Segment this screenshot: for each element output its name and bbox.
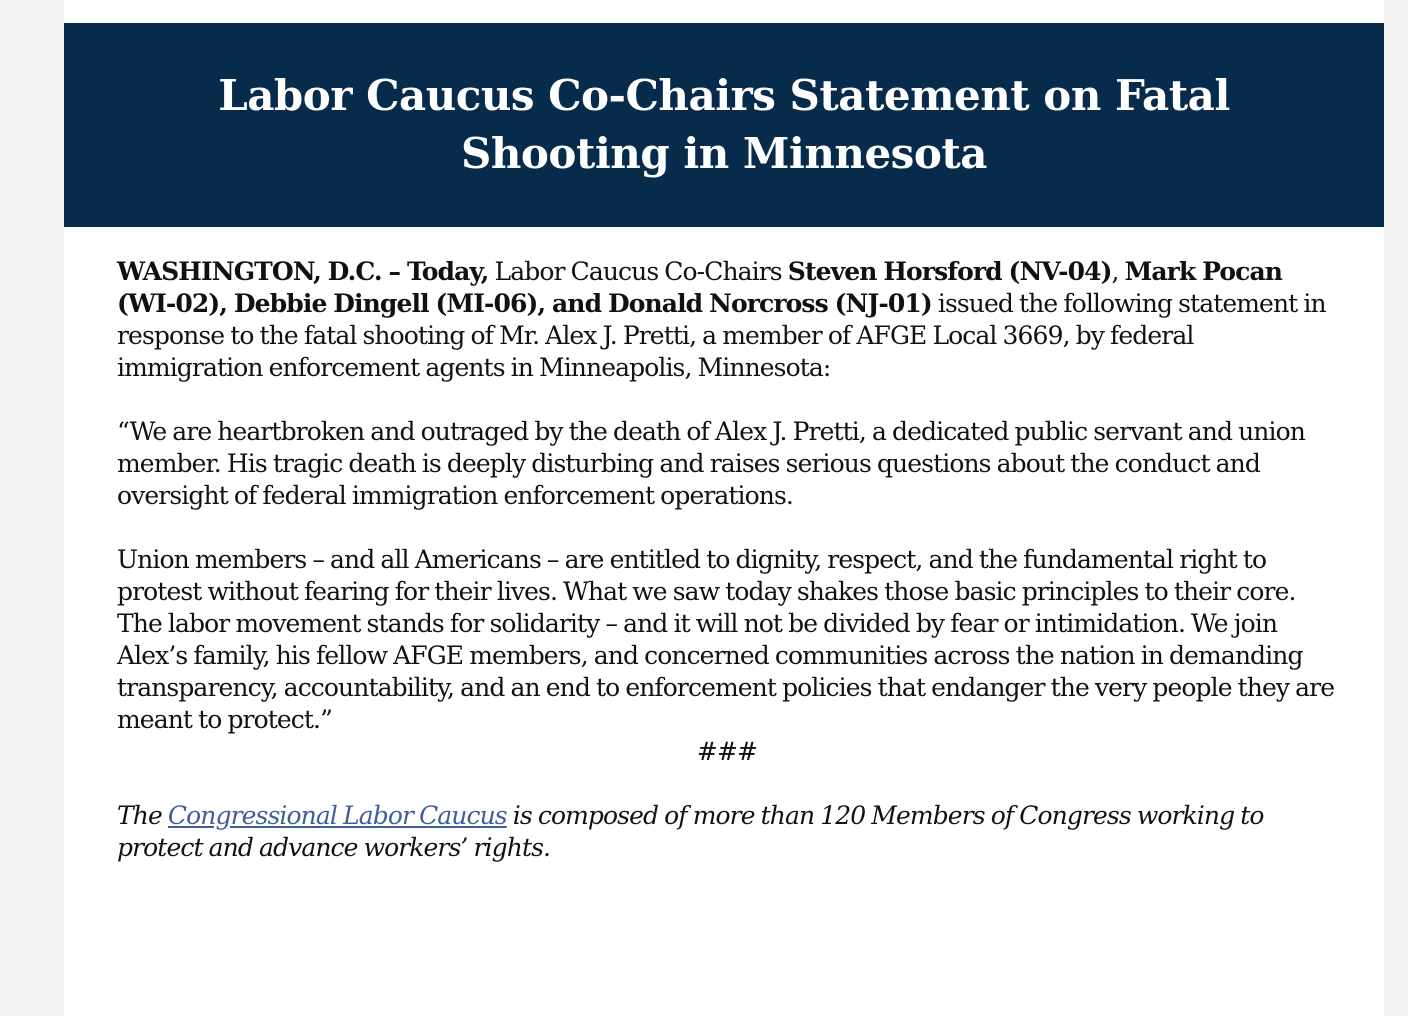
intro-paragraph	[117, 256, 1337, 384]
end-separator: ###	[696, 737, 758, 766]
co-chairs-list: Mark Pocan (WI-02), Debbie Dingell (MI-06), and Donald Norcross (NJ-01)	[117, 257, 1283, 318]
intro-rest: issued the following statement in response to the fatal shooting of Mr. Alex J. Pretti, a member of AFGE Local 3669, by federal immigration enforcement agents in Minneapolis, Minnesota:	[117, 289, 1326, 382]
footer-suffix: is composed of more than 120 Members of Congress working to protect and advance workers’ rights.	[117, 801, 1264, 862]
co-chair-horsford: Steven Horsford (NV-04)	[787, 257, 1112, 286]
title-banner	[64, 23, 1384, 227]
intro-lead: Labor Caucus Co-Chairs	[488, 257, 788, 286]
member-separator: ,	[1111, 257, 1125, 286]
press-release-document	[64, 0, 1384, 1016]
quote-paragraph-2: Union members – and all Americans – are entitled to dignity, respect, and the fundamental right to protest without fearing for their lives. What we saw today shakes those basic principles to their core. The labor movement stands for solidarity – and it will not be divided by fear or intimidation. We join Alex’s family, his fellow AFGE members, and concerned communities across the nation in demanding transparency, accountability, and an end to enforcement policies that endanger the very people they are meant to protect.”	[117, 545, 1335, 734]
footer-prefix: The	[117, 801, 168, 830]
dateline: WASHINGTON, D.C. – Today,	[117, 257, 489, 286]
quote-paragraph-1: “We are heartbroken and outraged by the death of Alex J. Pretti, a dedicated public servant and union member. His tragic death is deeply disturbing and raises serious questions about the conduct and oversight of federal immigration enforcement operations.	[117, 417, 1305, 510]
statement-body	[117, 256, 1337, 864]
congressional-labor-caucus-link[interactable]: Congressional Labor Caucus	[167, 801, 507, 830]
page-title: Labor Caucus Co-Chairs Statement on Fatal Shooting in Minnesota	[218, 71, 1230, 178]
footer-note	[117, 800, 1337, 864]
